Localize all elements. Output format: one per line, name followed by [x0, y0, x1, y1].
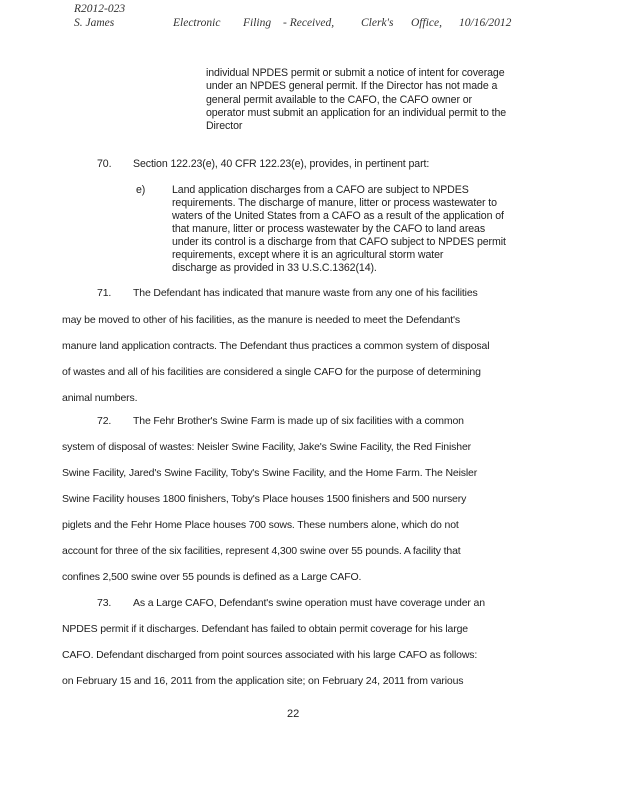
quote-line: Director	[206, 120, 243, 132]
stamp-word: - Received,	[283, 17, 335, 29]
stamp-word: Electronic	[173, 17, 221, 29]
quote-line: Land application discharges from a CAFO are subject to NPDES	[172, 184, 469, 196]
body-line: NPDES permit if it discharges. Defendant has failed to obtain permit coverage for his large	[62, 623, 468, 635]
quote-line: individual NPDES permit or submit a notice of intent for coverage	[206, 67, 505, 79]
docket-number: R2012-023	[74, 3, 126, 15]
body-line: of wastes and all of his facilities are considered a single CAFO for the purpose of determining	[62, 366, 481, 378]
quote-line: that manure, litter or process wastewater by the CAFO to land areas	[172, 223, 486, 235]
quote-line: requirements. The discharge of manure, litter or process wastewater to	[172, 197, 497, 209]
paragraph-number: 73.	[97, 597, 112, 609]
quote-line: waters of the United States from a CAFO as a result of the application of	[172, 210, 504, 222]
quote-line: operator must submit an application for an individual permit to the	[206, 107, 507, 119]
body-line: piglets and the Fehr Home Place houses 700 sows. These numbers alone, which do not	[62, 519, 459, 531]
body-line: on February 15 and 16, 2011 from the application site; on February 24, 2011 from various	[62, 675, 464, 687]
paragraph-intro: Section 122.23(e), 40 CFR 122.23(e), provides, in pertinent part:	[133, 158, 430, 170]
stamp-word: Office,	[411, 17, 442, 29]
paragraph-number: 72.	[97, 415, 112, 427]
body-line: manure land application contracts. The Defendant thus practices a common system of disposal	[62, 340, 490, 352]
stamp-word: Filing	[243, 17, 272, 29]
stamp-date: 10/16/2012	[459, 17, 512, 29]
body-line: system of disposal of wastes: Neisler Swine Facility, Jake's Swine Facility, the Red Finisher	[62, 441, 471, 453]
quote-line: under its control is a discharge from that CAFO subject to NPDES permit	[172, 236, 506, 248]
body-line: Swine Facility houses 1800 finishers, Toby's Place houses 1500 finishers and 500 nursery	[62, 493, 467, 505]
subsection-label: e)	[136, 184, 146, 196]
quote-line: under an NPDES general permit. If the Director has not made a	[206, 80, 498, 92]
body-line: may be moved to other of his facilities, as the manure is needed to meet the Defendant's	[62, 314, 460, 326]
body-line: The Defendant has indicated that manure waste from any one of his facilities	[133, 287, 478, 299]
paragraph-number: 70.	[97, 158, 112, 170]
quote-line: requirements, except where it is an agricultural storm water	[172, 249, 444, 261]
paragraph-number: 71.	[97, 287, 112, 299]
stamp-word: Clerk's	[361, 17, 394, 29]
body-line: Swine Facility, Jared's Swine Facility, Toby's Swine Facility, and the Home Farm. The Neisler	[62, 467, 478, 479]
body-line: As a Large CAFO, Defendant's swine operation must have coverage under an	[133, 597, 485, 609]
body-line: animal numbers.	[62, 392, 138, 404]
page-number: 22	[287, 708, 300, 720]
body-line: CAFO. Defendant discharged from point sources associated with his large CAFO as follows:	[62, 649, 478, 661]
quote-line: discharge as provided in 33 U.S.C.1362(14).	[172, 262, 377, 274]
body-line: confines 2,500 swine over 55 pounds is defined as a Large CAFO.	[62, 571, 362, 583]
body-line: The Fehr Brother's Swine Farm is made up of six facilities with a common	[133, 415, 464, 427]
quote-line: general permit available to the CAFO, the CAFO owner or	[206, 94, 472, 106]
filer-name: S. James	[74, 17, 115, 29]
body-line: account for three of the six facilities, represent 4,300 swine over 55 pounds. A facility that	[62, 545, 461, 557]
